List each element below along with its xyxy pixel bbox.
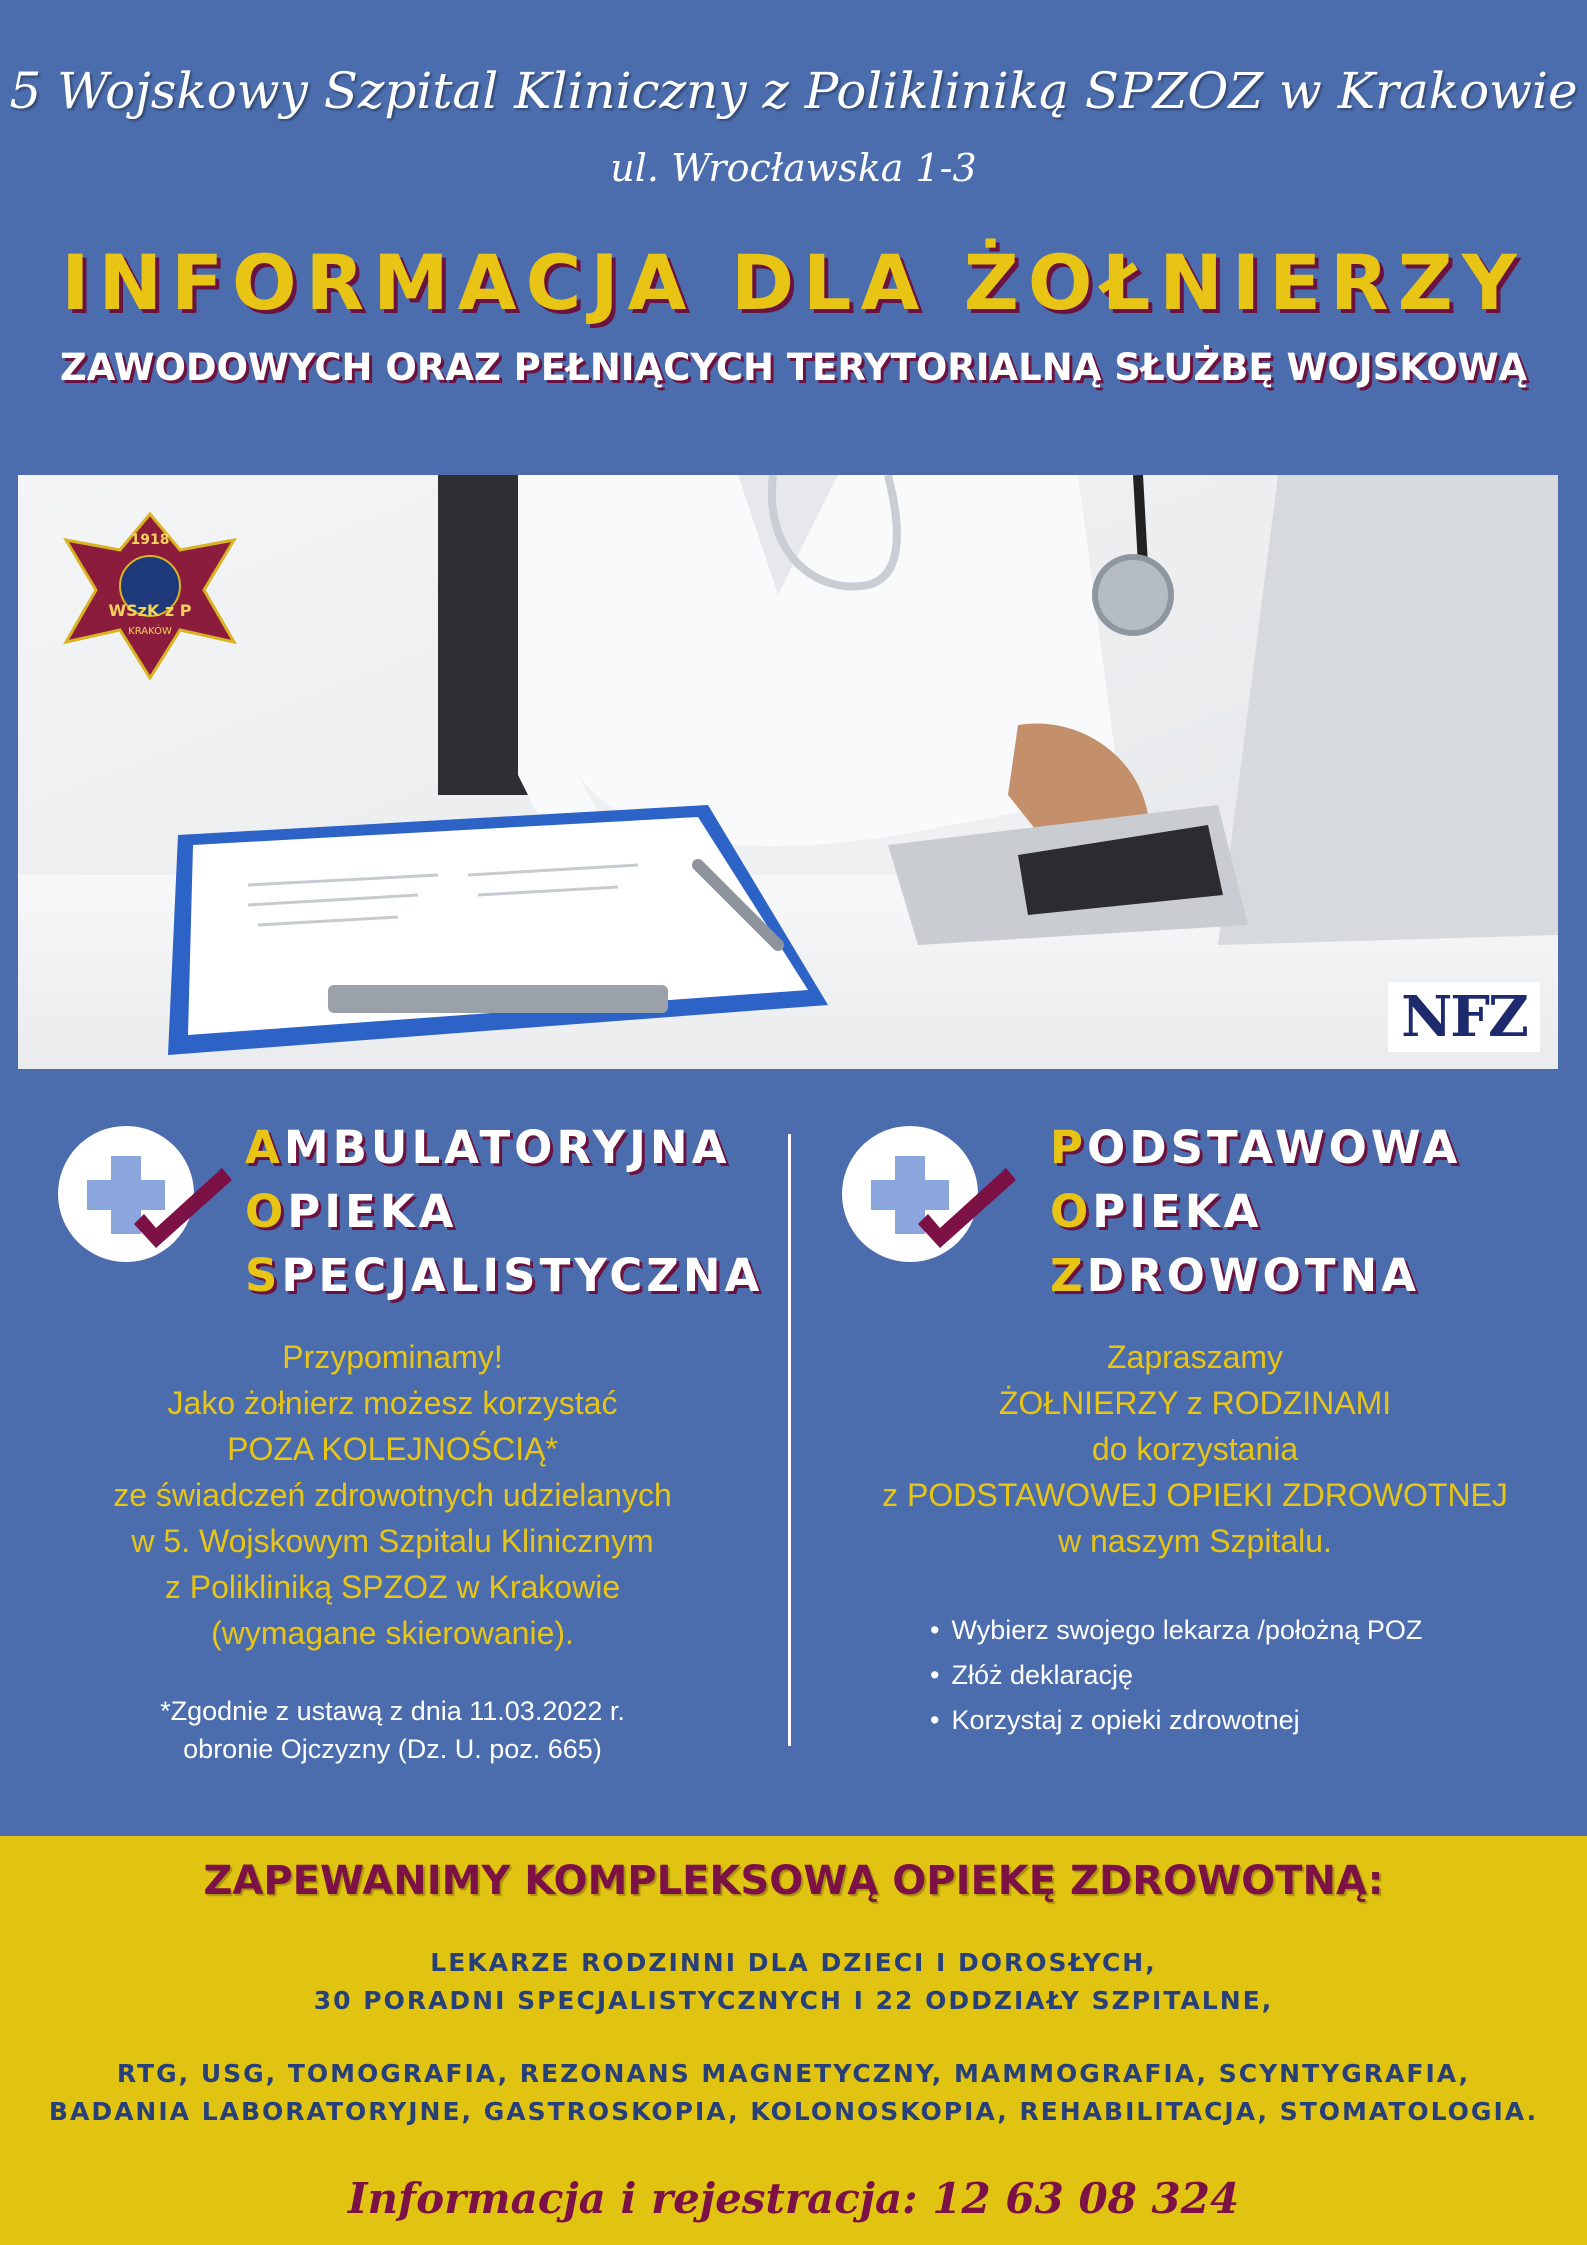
logo-city: KRAKÓW	[128, 626, 172, 637]
list-item: • Korzystaj z opieki zdrowotnej	[930, 1698, 1570, 1743]
nfz-logo: NFZ	[1388, 982, 1540, 1052]
page-subtitle: ZAWODOWYCH ORAZ PEŁNIĄCYCH TERYTORIALNĄ SŁUŻBĘ WOJSKOWĄ	[59, 346, 1528, 389]
aos-description: Przypominamy! Jako żołnierz możesz korzystać POZA KOLEJNOŚCIĄ* ze świadczeń zdrowotnych udzielanych w 5. Wojskowym Szpitalu Klinicznym z Polikliniką SPZOZ w Krakowie (wymagane skierowanie).	[113, 1339, 672, 1651]
medical-check-icon	[56, 1124, 216, 1264]
aos-footnote: *Zgodnie z ustawą z dnia 11.03.2022 r. obronie Ojczyzny (Dz. U. poz. 665)	[160, 1696, 625, 1764]
poz-title-line-1: PODSTAWOWA	[1050, 1121, 1462, 1174]
services-block-1: LEKARZE RODZINNI DLA DZIECI I DOROSŁYCH, 30 PORADNI SPECJALISTYCZNYCH I 22 ODDZIAŁY SZPITALNE,	[313, 1948, 1274, 2015]
poz-title	[1050, 1116, 1461, 1308]
aos-title-line-3: SPECJALISTYCZNA	[245, 1249, 764, 1302]
hospital-logo	[58, 510, 242, 682]
column-divider	[788, 1134, 791, 1746]
doctor-photo	[18, 475, 1558, 1069]
aos-title-line-2: OPIEKA	[245, 1185, 458, 1238]
list-item: • Wybierz swojego lekarza /położną POZ	[930, 1608, 1570, 1653]
medical-check-icon-right	[840, 1124, 1020, 1264]
logo-year: 1918	[130, 532, 170, 548]
services-block-2: RTG, USG, TOMOGRAFIA, REZONANS MAGNETYCZNY, MAMMOGRAFIA, SCYNTYGRAFIA, BADANIA LABORATORYJNE, GASTROSKOPIA, KOLONOSKOPIA, REHABILITACJA, STOMATOLOGIA.	[48, 2059, 1539, 2126]
aos-title	[245, 1116, 763, 1308]
poz-title-line-3: ZDROWOTNA	[1050, 1249, 1420, 1302]
list-item: • Złóż deklarację	[930, 1653, 1570, 1698]
doctor-laptop-illustration	[18, 475, 1558, 1069]
hospital-address: ul. Wrocławska 1-3	[610, 146, 977, 190]
aos-title-line-1: AMBULATORYJNA	[245, 1121, 731, 1174]
bottom-title: ZAPEWANIMY KOMPLEKSOWĄ OPIEKĘ ZDROWOTNĄ:	[203, 1858, 1384, 1904]
poz-steps-list	[930, 1608, 1570, 1743]
logo-text: WSzK z P	[108, 601, 192, 620]
poz-title-line-2: OPIEKA	[1050, 1185, 1263, 1238]
contact-phone: Informacja i rejestracja: 12 63 08 324	[347, 2174, 1240, 2223]
poz-description: Zapraszamy ŻOŁNIERZY z RODZINAMI do korzystania z PODSTAWOWEJ OPIEKI ZDROWOTNEJ w naszym Szpitalu.	[882, 1339, 1508, 1559]
hospital-name: 5 Wojskowy Szpital Kliniczny z Polikliniką SPZOZ w Krakowie	[9, 62, 1578, 120]
page-title: INFORMACJA DLA ŻOŁNIERZY	[61, 238, 1526, 327]
